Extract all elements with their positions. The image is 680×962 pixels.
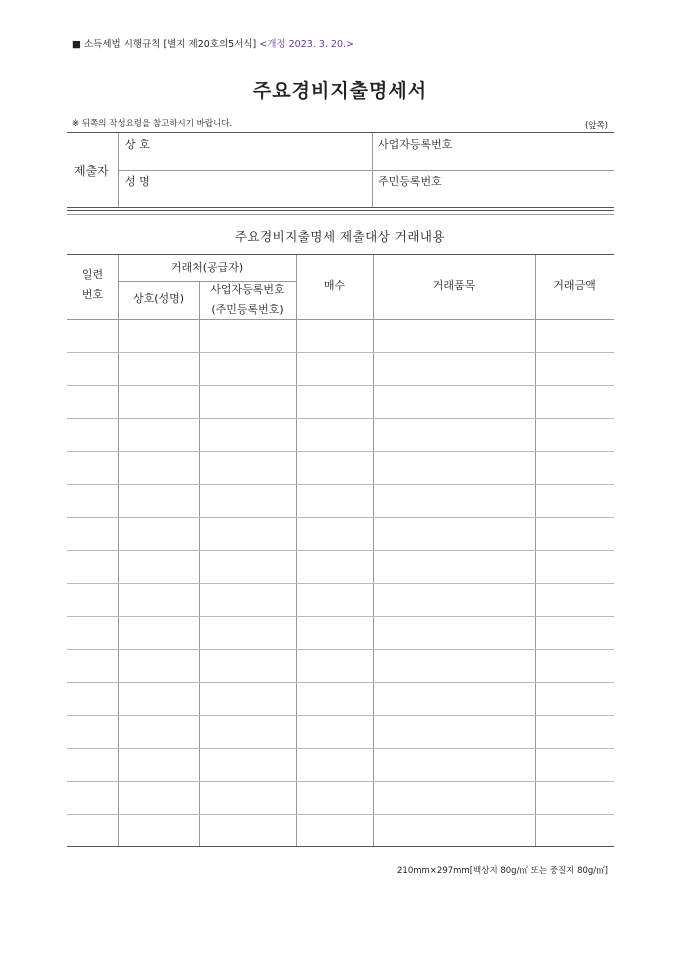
submitter-label: 제출자 bbox=[74, 164, 109, 178]
table-row[interactable] bbox=[67, 550, 614, 551]
page-side-label: (앞쪽) bbox=[584, 121, 608, 131]
form-reference bbox=[72, 36, 354, 50]
header-counterparty-regno: 사업자등록번호 (주민등록번호) bbox=[210, 283, 285, 316]
table-row[interactable] bbox=[67, 814, 614, 815]
law-reference: ■ 소득세법 시행규칙 [별지 제20호의5서식] bbox=[72, 39, 257, 50]
instruction-note: ※ 뒤쪽의 작성요령을 참고하시기 바랍니다. bbox=[72, 119, 233, 129]
section-title: 주요경비지출명세 제출대상 거래내용 bbox=[234, 229, 446, 244]
table-row[interactable] bbox=[67, 484, 614, 485]
table-row[interactable] bbox=[67, 418, 614, 419]
table-row[interactable] bbox=[67, 682, 614, 683]
section-divider bbox=[67, 210, 614, 211]
header-counterparty-name: 상호(성명) bbox=[132, 292, 185, 305]
table-row[interactable] bbox=[67, 616, 614, 617]
business-registration-field[interactable]: 사업자등록번호 bbox=[378, 138, 453, 151]
header-count: 매수 bbox=[323, 279, 346, 292]
header-amount: 거래금액 bbox=[553, 279, 596, 292]
table-row[interactable] bbox=[67, 517, 614, 518]
table-row[interactable] bbox=[67, 781, 614, 782]
table-row[interactable] bbox=[67, 385, 614, 386]
header-item: 거래품목 bbox=[432, 279, 476, 292]
table-row[interactable] bbox=[67, 583, 614, 584]
representative-name-field[interactable]: 성 명 bbox=[125, 175, 150, 188]
header-counterparty: 거래처(공급자) bbox=[170, 261, 244, 274]
section-divider-thin bbox=[67, 214, 614, 215]
header-bottom-line bbox=[67, 319, 614, 320]
table-row[interactable] bbox=[67, 715, 614, 716]
trade-name-field[interactable]: 상 호 bbox=[125, 138, 150, 151]
resident-registration-field[interactable]: 주민등록번호 bbox=[378, 175, 442, 188]
revision-date: <개정 2023. 3. 20.> bbox=[259, 39, 354, 50]
table-row[interactable] bbox=[67, 649, 614, 650]
header-serial-number: 일련 번호 bbox=[81, 268, 104, 301]
table-row[interactable] bbox=[67, 352, 614, 353]
submitter-row-divider bbox=[118, 170, 614, 171]
table-row[interactable] bbox=[67, 748, 614, 749]
submitter-section bbox=[67, 132, 614, 208]
column-divider bbox=[199, 281, 200, 846]
document-title: 주요경비지출명세서 bbox=[252, 80, 428, 102]
table-row[interactable] bbox=[67, 451, 614, 452]
paper-spec: 210mm×297mm[백상지 80g/㎡ 또는 중질지 80g/㎡] bbox=[397, 866, 608, 876]
transactions-table bbox=[67, 254, 614, 847]
